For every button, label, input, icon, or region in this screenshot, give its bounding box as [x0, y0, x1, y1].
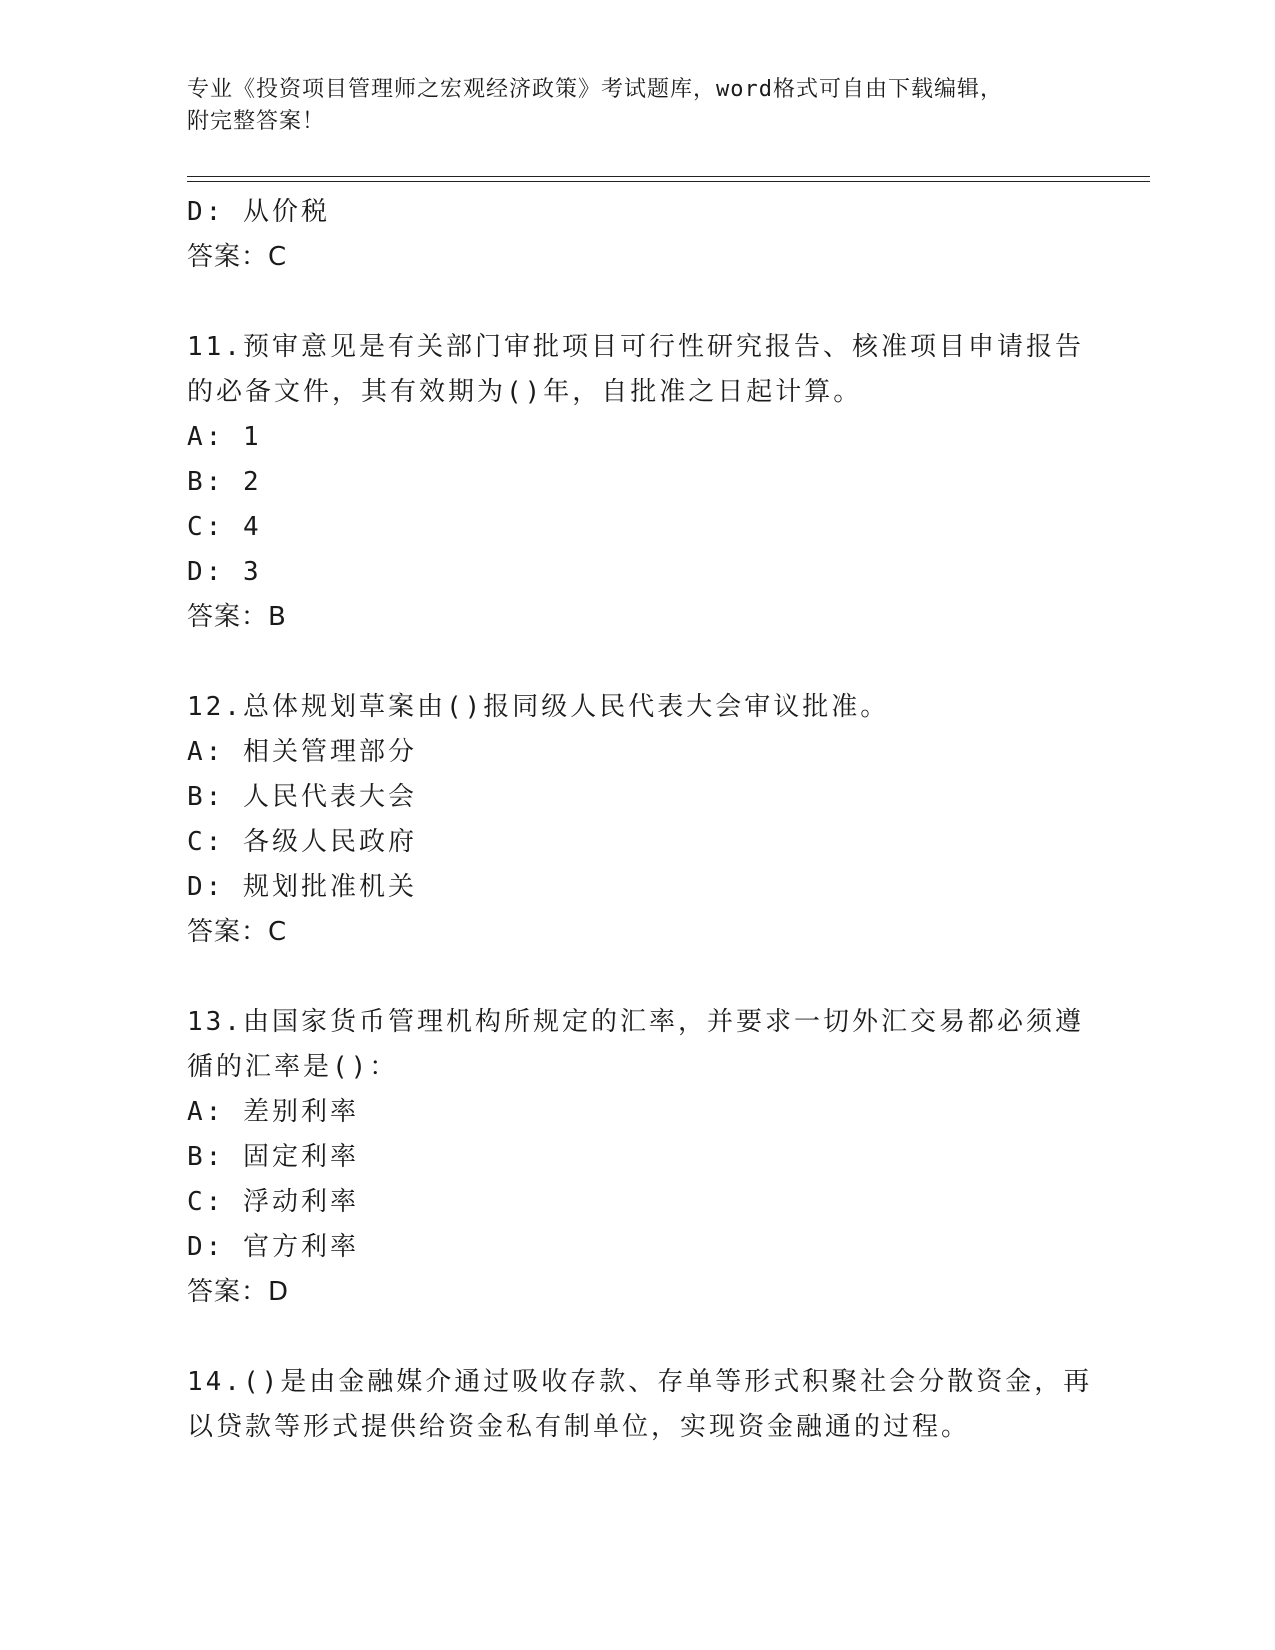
option-a: A: 差别利率 [187, 1097, 359, 1127]
header-line-1: 专业《投资项目管理师之宏观经济政策》考试题库，word格式可自由下载编辑， [187, 77, 1003, 102]
header-divider-bottom [187, 181, 1150, 182]
spacer [187, 640, 1087, 685]
question-stem: 13.由国家货币管理机构所规定的汇率，并要求一切外汇交易都必须遵 [187, 1007, 1084, 1037]
spacer [187, 280, 1087, 325]
spacer [187, 955, 1087, 1000]
answer-line: 答案：D [187, 1277, 290, 1307]
answer-line: 答案：C [187, 917, 288, 947]
question-stem-continued: 循的汇率是()： [187, 1052, 399, 1082]
option-d: D: 3 [187, 557, 262, 587]
question-stem: 14.()是由金融媒介通过吸收存款、存单等形式积聚社会分散资金，再 [187, 1367, 1093, 1397]
option-a: A: 相关管理部分 [187, 737, 417, 767]
option-b: B: 人民代表大会 [187, 782, 417, 812]
question-stem: 11.预审意见是有关部门审批项目可行性研究报告、核准项目申请报告 [187, 332, 1084, 362]
header-line-2: 附完整答案！ [187, 109, 326, 134]
question-13 [187, 1000, 1087, 1315]
question-stem-continued: 的必备文件，其有效期为()年，自批准之日起计算。 [187, 377, 863, 407]
option-c: C: 各级人民政府 [187, 827, 417, 857]
question-stem: 12.总体规划草案由()报同级人民代表大会审议批准。 [187, 692, 890, 722]
previous-question-tail [187, 190, 1087, 280]
answer-line: 答案：C [187, 242, 288, 272]
question-stem-continued: 以贷款等形式提供给资金私有制单位，实现资金融通的过程。 [187, 1412, 971, 1442]
answer-line: 答案：B [187, 602, 287, 632]
page-header [187, 74, 1087, 138]
option-a: A: 1 [187, 422, 262, 452]
question-14 [187, 1360, 1093, 1450]
option-c: C: 浮动利率 [187, 1187, 359, 1217]
question-12 [187, 685, 1087, 955]
option-b: B: 固定利率 [187, 1142, 359, 1172]
option-c: C: 4 [187, 512, 262, 542]
header-divider-top [187, 176, 1150, 177]
question-11 [187, 325, 1087, 640]
option-d: D: 官方利率 [187, 1232, 359, 1262]
question-list [187, 190, 1093, 1450]
option-d: D: 从价税 [187, 197, 330, 227]
option-d: D: 规划批准机关 [187, 872, 417, 902]
option-b: B: 2 [187, 467, 262, 497]
spacer [187, 1315, 1087, 1360]
